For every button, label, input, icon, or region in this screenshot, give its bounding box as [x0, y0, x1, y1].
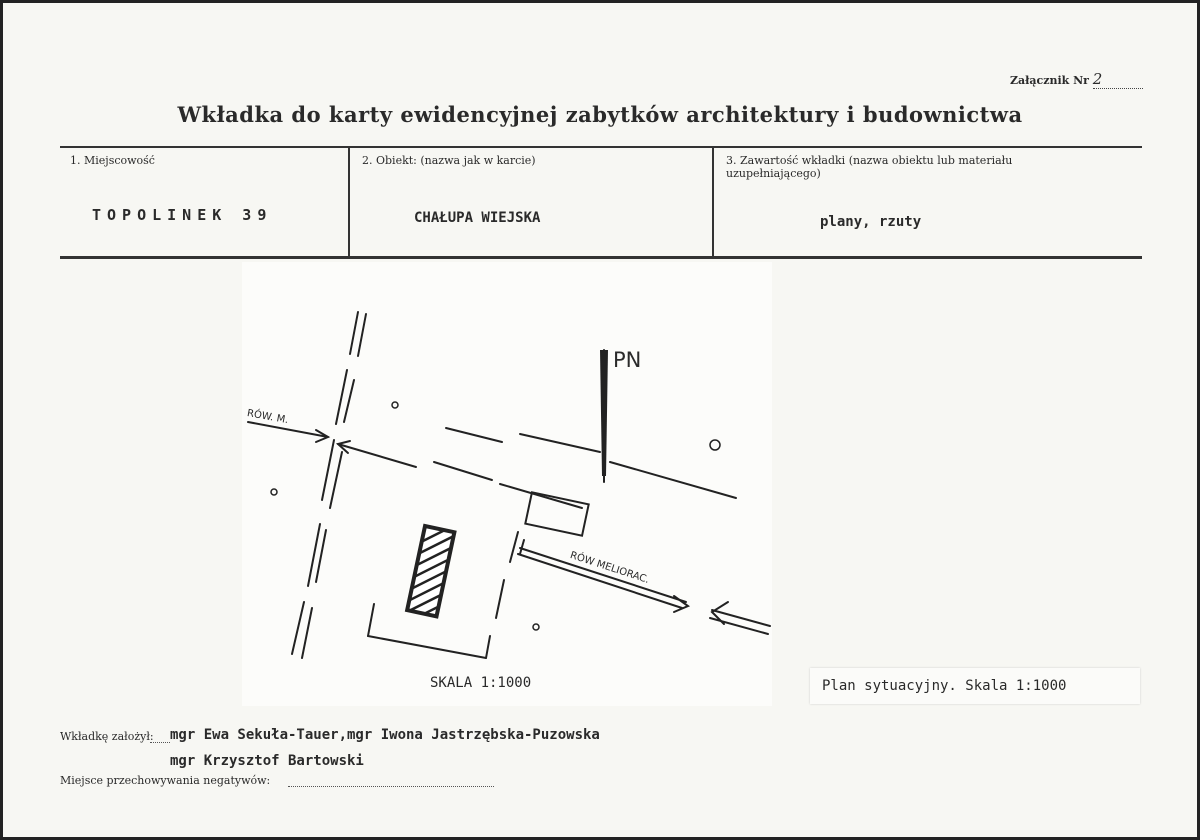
plan-scale: SKALA 1:1000 [430, 675, 532, 691]
tree-markers [271, 402, 720, 630]
ditch-arrow-east [518, 548, 770, 634]
negatives-label: Miejsce przechowywania negatywów: [60, 774, 271, 787]
annex-number: Załącznik Nr 2 [1010, 70, 1143, 89]
authors-line2: mgr Krzysztof Bartowski [170, 753, 364, 769]
site-plan [242, 262, 772, 706]
negatives-dotline [288, 786, 494, 787]
author-label: Wkładkę założył: [60, 730, 154, 743]
column-divider [348, 148, 350, 256]
outbuilding [525, 492, 588, 535]
table-top-rule [60, 146, 1142, 148]
field-label-locality: 1. Miejscowość [70, 154, 155, 167]
annex-number-value: 2 [1092, 70, 1103, 88]
road-lines [292, 312, 366, 658]
main-building [390, 508, 467, 651]
field-value-contents: plany, rzuty [820, 214, 922, 230]
field-value-locality: TOPOLINEK 39 [92, 206, 273, 224]
field-label-contents: 3. Zawartość wkładki (nazwa obiektu lub materiału uzupełniającego) [726, 154, 1013, 180]
site-plan-drawing [242, 262, 772, 706]
column-divider [712, 148, 714, 256]
field-value-object: CHAŁUPA WIEJSKA [414, 210, 541, 226]
field-boundary [434, 428, 736, 508]
page-title: Wkładka do karty ewidencyjnej zabytków architektury i budownictwa [177, 102, 1023, 127]
ditch-arrow-west [248, 422, 416, 467]
north-arrow [600, 350, 608, 482]
ditch-label: RÓW MELIORAC. [568, 550, 651, 586]
plan-caption: Plan sytuacyjny. Skala 1:1000 [810, 668, 1140, 704]
field-label-object: 2. Obiekt: (nazwa jak w karcie) [362, 154, 536, 167]
author-dotline [150, 742, 170, 743]
north-label: PN [613, 348, 642, 372]
table-bottom-rule [60, 256, 1142, 259]
authors-line1: mgr Ewa Sekuła-Tauer,mgr Iwona Jastrzębska-Puzowska [170, 727, 600, 743]
road-label: RÓW. M. [246, 408, 290, 427]
